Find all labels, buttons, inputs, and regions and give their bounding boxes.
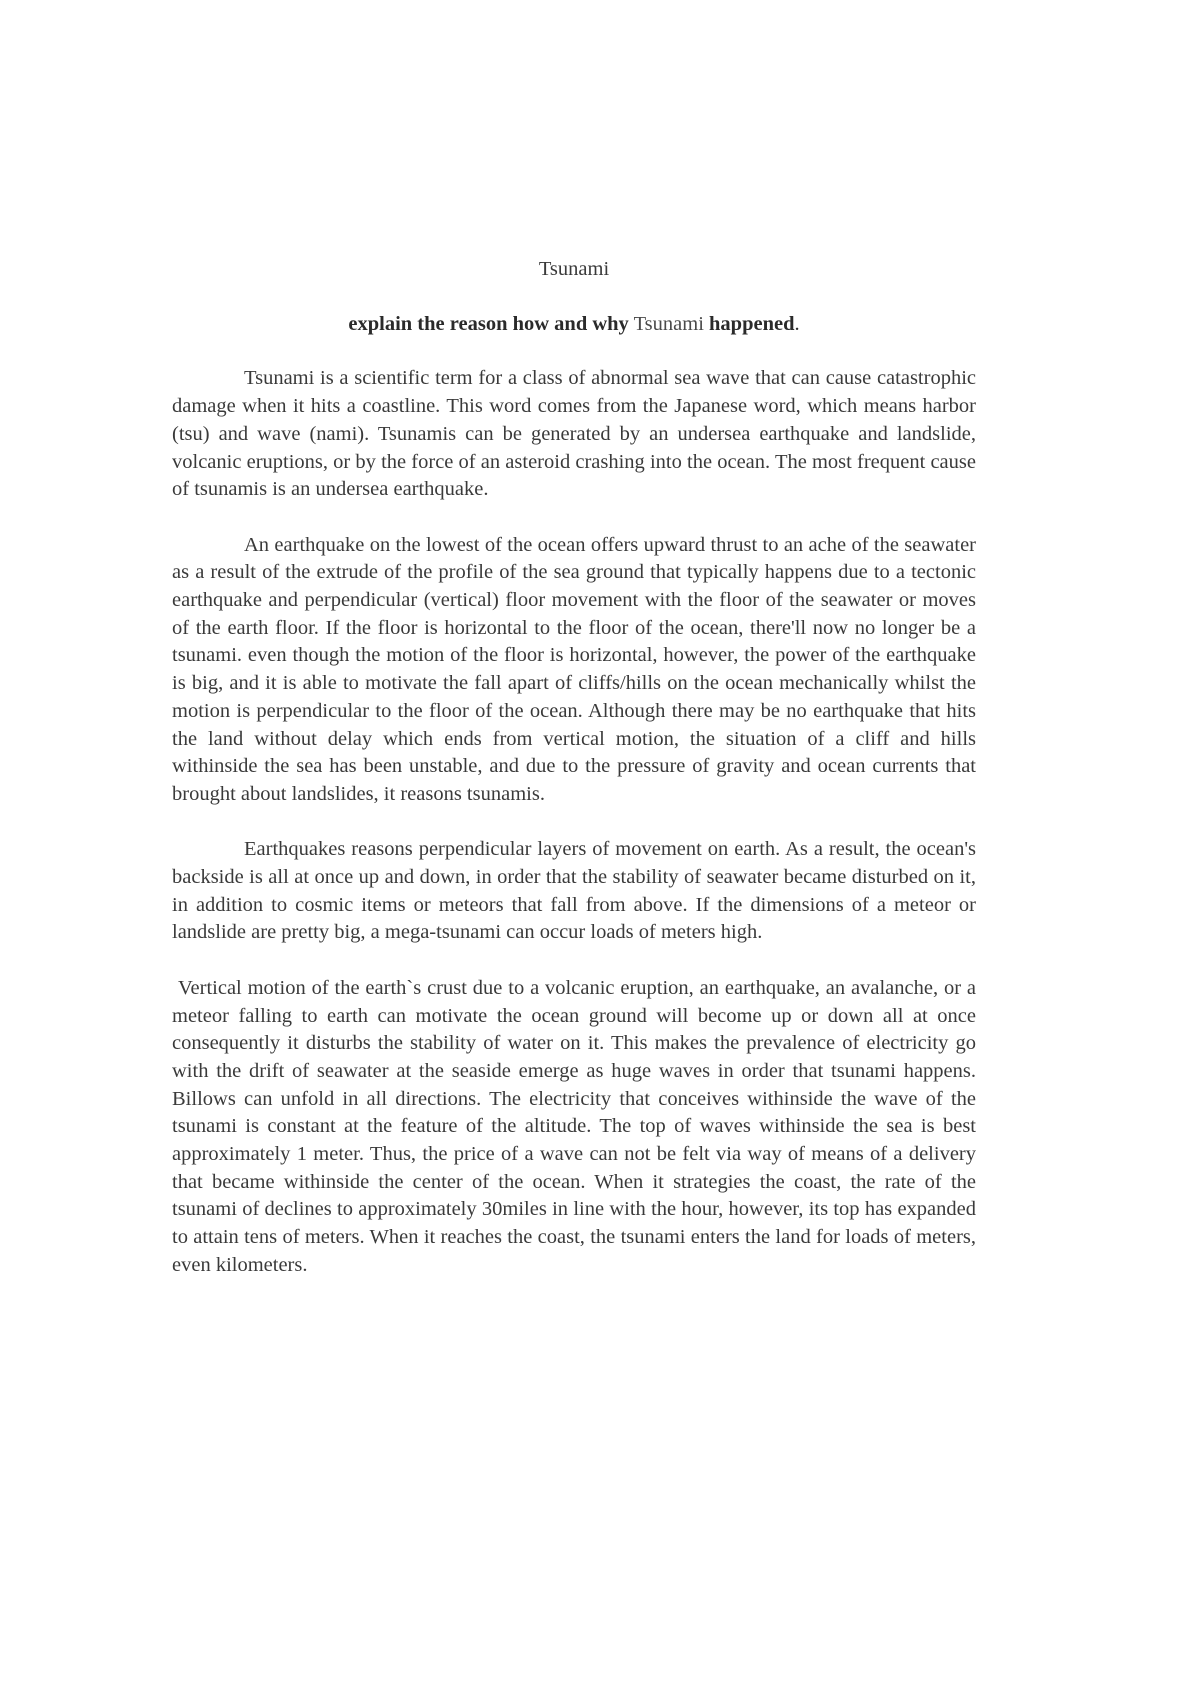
document-title: Tsunami (538, 258, 610, 280)
subtitle-bold-lead: explain the reason how and why (348, 312, 629, 335)
document-subtitle (172, 311, 976, 339)
paragraph-perpendicular-movement: Earthquakes reasons perpendicular layers of movement on earth. As a result, the ocean's backside is all at once up and down, in order that the stability of seawater became disturbed on it, in addition to cosmic items or meteors that fall from above. If the dimensions of a meteor or landslide are pretty big, a mega-tsunami can occur loads of meters high. (172, 838, 976, 944)
paragraph-earthquake-mechanism: An earthquake on the lowest of the ocean offers upward thrust to an ache of the seawater as a result of the extrude of the profile of the sea ground that typically happens due to a tectonic earthquake and perpendicular (vertical) floor movement with the floor of the seawater or moves of the earth floor. If the floor is horizontal to the floor of the ocean, there'll now no longer be a tsunami. even though the motion of the floor is horizontal, however, the power of the earthquake is big, and it is able to motivate the fall apart of cliffs/hills on the ocean mechanically whilst the motion is perpendicular to the floor of the ocean. Although there may be no earthquake that hits the land without delay which ends from vertical motion, the situation of a cliff and hills withinside the sea has been unstable, and due to the pressure of gravity and ocean currents that brought about landslides, it reasons tsunamis. (172, 533, 976, 805)
subtitle-bold-tail: happened (709, 312, 795, 335)
paragraph-definition: Tsunami is a scientific term for a class of abnormal sea wave that can cause catastrophic damage when it hits a coastline. This word comes from the Japanese word, which means harbor (tsu) and wave (nami). Tsunamis can be generated by an undersea earthquake and landslide, volcanic eruptions, or by the force of an asteroid crashing into the ocean. The most frequent cause of tsunamis is an undersea earthquake. (172, 367, 976, 501)
subtitle-period: . (794, 312, 800, 335)
subtitle-plain-word: Tsunami (633, 312, 704, 335)
document-body (172, 256, 976, 1280)
paragraph-vertical-motion: Vertical motion of the earth`s crust due to a volcanic eruption, an earthquake, an avalanche, or a meteor falling to earth can motivate the ocean ground will become up or down all at once consequently it disturbs the stability of water on it. This makes the prevalence of electricity go with the drift of seawater at the seaside emerge as huge waves in order that tsunami happens. Billows can unfold in all directions. The electricity that conceives withinside the wave of the tsunami is constant at the feature of the altitude. The top of waves withinside the sea is best approximately 1 meter. Thus, the price of a wave can not be felt via way of means of a delivery that became withinside the center of the ocean. When it strategies the coast, the rate of the tsunami of declines to approximately 30miles in line with the hour, however, its top has expanded to attain tens of meters. When it reaches the coast, the tsunami enters the land for loads of meters, even kilometers. (172, 976, 976, 1276)
